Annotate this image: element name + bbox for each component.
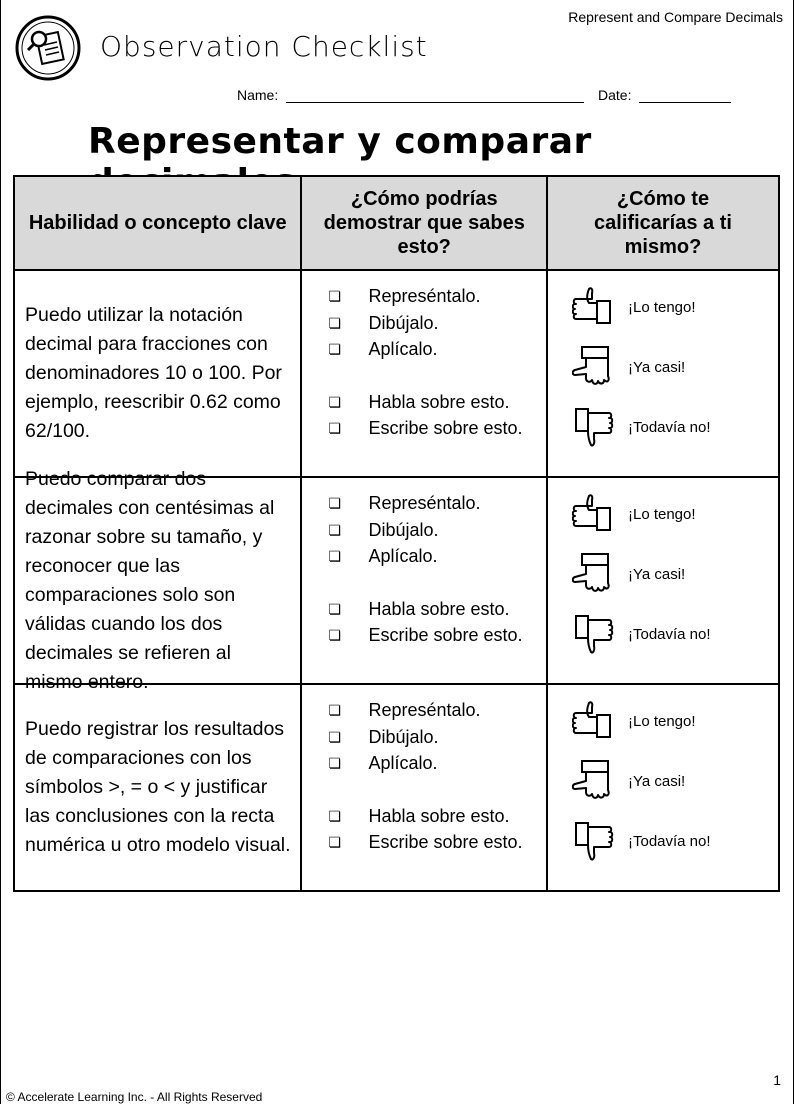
rating-label: ¡Todavía no! <box>627 418 711 436</box>
page-number: 1 <box>773 1072 781 1088</box>
strategy-label: Aplícalo. <box>368 753 438 773</box>
skill-cell <box>14 270 301 477</box>
strategy-label: Escribe sobre esto. <box>368 418 523 438</box>
thumbs-up-icon <box>572 285 616 329</box>
date-label: Date: <box>598 87 632 103</box>
rating-label: ¡Lo tengo! <box>627 298 696 316</box>
thumbs-sideways-icon <box>572 345 616 389</box>
rating-label: ¡Todavía no! <box>627 832 711 850</box>
rating-label: ¡Ya casi! <box>627 772 686 790</box>
document-title: Observation Checklist <box>100 30 428 63</box>
checkbox[interactable]: ❏ <box>328 393 342 410</box>
strategy-list <box>302 685 546 856</box>
thumbs-up-icon <box>572 492 616 536</box>
document-subject: Represent and Compare Decimals <box>568 9 783 25</box>
thumbs-sideways-icon <box>572 552 616 596</box>
strategy-label: Habla sobre esto. <box>368 805 510 826</box>
clipboard-magnifier-icon <box>15 15 81 81</box>
rating-option[interactable] <box>572 492 696 536</box>
strategies-cell <box>301 477 547 684</box>
rating-label: ¡Ya casi! <box>627 565 686 583</box>
checkbox[interactable]: ❏ <box>328 728 342 745</box>
strategies-cell <box>301 684 547 891</box>
strategy-item <box>328 389 546 416</box>
strategy-item <box>328 803 546 830</box>
checkbox[interactable]: ❏ <box>328 420 342 436</box>
strategy-item <box>328 596 546 623</box>
skill-cell <box>14 467 301 693</box>
table-row <box>14 477 779 684</box>
checkbox[interactable]: ❏ <box>328 495 342 511</box>
strategy-label: Dibújalo. <box>368 312 439 333</box>
name-field[interactable] <box>286 88 584 103</box>
rating-option[interactable] <box>572 759 685 803</box>
rating-option[interactable] <box>572 285 696 329</box>
table-row <box>14 270 779 477</box>
strategy-item <box>328 724 546 751</box>
strategy-item <box>328 829 546 856</box>
rating-option[interactable] <box>572 699 696 743</box>
strategies-cell <box>301 270 547 477</box>
skill-text: Puedo utilizar la notación decimal para fracciones con denominadores 10 o 100. Por ejemplo, reescribir 0.62 como 62/100. <box>25 304 282 442</box>
checkbox[interactable]: ❏ <box>328 627 342 643</box>
strategy-label: Represéntalo. <box>368 493 481 513</box>
thumbs-down-icon <box>572 819 616 863</box>
date-field[interactable] <box>639 88 731 103</box>
strategy-item <box>328 283 546 310</box>
rating-option[interactable] <box>572 405 711 449</box>
rating-option[interactable] <box>572 552 685 596</box>
strategy-item <box>328 697 546 724</box>
checkbox[interactable]: ❏ <box>328 702 342 718</box>
strategy-label: Habla sobre esto. <box>368 391 510 412</box>
thumbs-down-icon <box>572 612 616 656</box>
thumbs-sideways-icon <box>572 759 616 803</box>
strategy-label: Aplícalo. <box>368 546 438 566</box>
strategy-label: Escribe sobre esto. <box>368 832 523 852</box>
strategy-label: Represéntalo. <box>368 700 481 720</box>
rating-cell <box>547 270 779 477</box>
copyright: © Accelerate Learning Inc. - All Rights Reserved <box>6 1090 263 1104</box>
strategy-label: Dibújalo. <box>368 726 439 747</box>
rating-label: ¡Todavía no! <box>627 625 711 643</box>
strategy-item <box>328 750 546 777</box>
skill-text: Puedo comparar dos decimales con centésimas al razonar sobre su tamaño, y reconocer que las comparaciones solo son válidas cuando los dos decimales se refieren al mismo entero. <box>25 467 275 693</box>
strategy-item <box>328 622 546 649</box>
rating-option[interactable] <box>572 819 711 863</box>
checkbox[interactable]: ❏ <box>328 341 342 357</box>
page-title: Representar y comparar <box>88 121 592 162</box>
checkbox[interactable]: ❏ <box>328 548 342 564</box>
header-self-rating: ¿Cómo te calificarías a ti mismo? <box>547 176 779 270</box>
checkbox[interactable]: ❏ <box>328 314 342 331</box>
strategy-label: Represéntalo. <box>368 286 481 306</box>
name-date-row <box>237 87 731 103</box>
checkbox[interactable]: ❏ <box>328 521 342 538</box>
strategy-item <box>328 310 546 337</box>
strategy-label: Escribe sobre esto. <box>368 625 523 645</box>
thumbs-up-icon <box>572 699 616 743</box>
name-label: Name: <box>237 87 279 103</box>
strategy-item <box>328 543 546 570</box>
skill-text: Puedo registrar los resultados de comparaciones con los símbolos >, = o < y justificar las conclusiones con la recta numérica u otro modelo visual. <box>25 718 291 856</box>
strategy-label: Dibújalo. <box>368 519 439 540</box>
checkbox[interactable]: ❏ <box>328 600 342 617</box>
rating-cell <box>547 477 779 684</box>
strategy-label: Habla sobre esto. <box>368 598 510 619</box>
table-row <box>14 684 779 891</box>
header-demonstrate: ¿Cómo podrías demostrar que sabes esto? <box>301 176 547 270</box>
strategy-label: Aplícalo. <box>368 339 438 359</box>
rating-option[interactable] <box>572 612 711 656</box>
checkbox[interactable]: ❏ <box>328 834 342 850</box>
strategy-item <box>328 415 546 442</box>
rating-option[interactable] <box>572 345 685 389</box>
header-skill: Habilidad o concepto clave <box>14 176 301 270</box>
table-header-row <box>14 176 779 270</box>
strategy-item <box>328 336 546 363</box>
checkbox[interactable]: ❏ <box>328 755 342 771</box>
rating-label: ¡Lo tengo! <box>627 712 696 730</box>
strategy-list <box>302 271 546 442</box>
checkbox[interactable]: ❏ <box>328 288 342 304</box>
strategy-list <box>302 478 546 649</box>
rating-label: ¡Lo tengo! <box>627 505 696 523</box>
rating-cell <box>547 684 779 891</box>
thumbs-down-icon <box>572 405 616 449</box>
observation-table <box>13 175 780 892</box>
strategy-item <box>328 490 546 517</box>
strategy-item <box>328 517 546 544</box>
skill-cell <box>14 684 301 891</box>
checkbox[interactable]: ❏ <box>328 807 342 824</box>
rating-label: ¡Ya casi! <box>627 358 686 376</box>
